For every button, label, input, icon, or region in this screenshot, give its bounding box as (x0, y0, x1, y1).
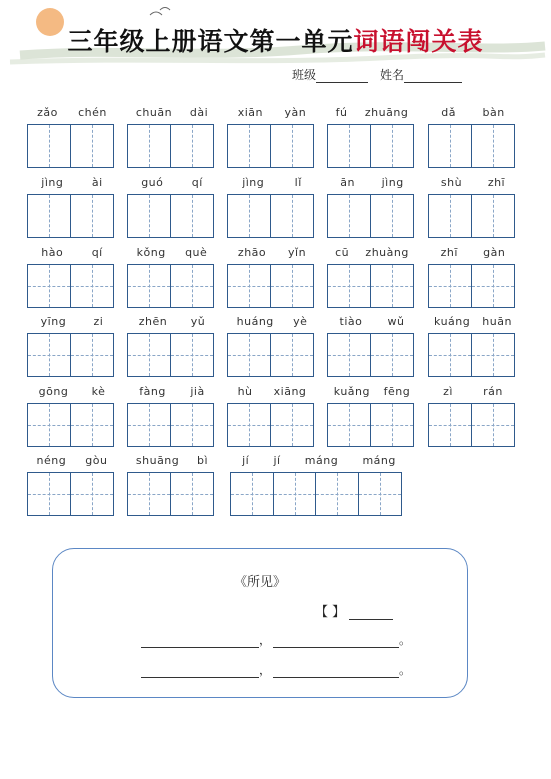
pinyin: què (185, 246, 208, 259)
pinyin: yè (293, 315, 308, 328)
pinyin: tiào (339, 315, 363, 328)
writing-cell[interactable] (273, 472, 317, 516)
writing-cell[interactable] (70, 194, 114, 238)
writing-cell[interactable] (270, 403, 314, 447)
comma: ， (259, 663, 272, 677)
pinyin: jí (242, 454, 250, 467)
writing-cell[interactable] (127, 194, 171, 238)
name-label: 姓名 (380, 68, 405, 82)
pinyin: huáng (236, 315, 274, 328)
pinyin: zhēn (138, 315, 168, 328)
period: 。 (399, 633, 412, 647)
pinyin: xiāng (273, 385, 307, 398)
pinyin: hù (237, 385, 253, 398)
writing-cell[interactable] (471, 264, 515, 308)
writing-cell[interactable] (428, 194, 472, 238)
writing-cell[interactable] (428, 333, 472, 377)
pinyin: yīng (40, 315, 67, 328)
pinyin: cū (335, 246, 350, 259)
writing-cell[interactable] (170, 264, 214, 308)
pinyin: huān (482, 315, 512, 328)
author-blank[interactable] (349, 607, 393, 620)
page-title (0, 22, 551, 58)
writing-cell[interactable] (70, 264, 114, 308)
pinyin: ān (340, 176, 356, 189)
pinyin: lǐ (294, 176, 302, 189)
poem-title: 《所见》 (233, 575, 286, 590)
writing-cell[interactable] (27, 472, 71, 516)
pinyin: ài (91, 176, 103, 189)
comma: ， (259, 633, 272, 647)
writing-cell[interactable] (27, 403, 71, 447)
pinyin: kuáng (434, 315, 471, 328)
class-blank[interactable] (316, 70, 368, 83)
pinyin: hào (41, 246, 64, 259)
poem-section (52, 548, 468, 698)
poem-line-2 (141, 661, 411, 678)
pinyin: zhāo (237, 246, 267, 259)
pinyin: yǐn (288, 246, 307, 259)
writing-cell[interactable] (327, 194, 371, 238)
writing-cell[interactable] (170, 194, 214, 238)
writing-cell[interactable] (428, 403, 472, 447)
writing-cell[interactable] (27, 124, 71, 168)
writing-cell[interactable] (70, 124, 114, 168)
title-main: 三年级上册语文第一单元 (67, 27, 354, 56)
writing-cell[interactable] (370, 124, 414, 168)
writing-cell[interactable] (370, 403, 414, 447)
writing-cell[interactable] (428, 264, 472, 308)
writing-cell[interactable] (170, 333, 214, 377)
poem-blank[interactable] (273, 665, 399, 678)
writing-cell[interactable] (70, 472, 114, 516)
dynasty-brackets[interactable]: 【 】 (315, 605, 346, 620)
writing-cell[interactable] (428, 124, 472, 168)
pinyin: gàn (483, 246, 506, 259)
writing-cell[interactable] (471, 124, 515, 168)
poem-blank[interactable] (273, 635, 399, 648)
pinyin: zǎo (37, 106, 58, 119)
pinyin: guó (141, 176, 164, 189)
pinyin: chuān (135, 106, 173, 119)
pinyin: qí (91, 246, 103, 259)
pinyin: wǔ (387, 315, 405, 328)
pinyin: dài (189, 106, 209, 119)
pinyin: gōng (38, 385, 69, 398)
pinyin: zhuāng (364, 106, 409, 119)
writing-cell[interactable] (327, 333, 371, 377)
pinyin: chén (78, 106, 107, 119)
pinyin: rán (483, 385, 503, 398)
poem-dynasty-author (315, 601, 393, 620)
pinyin: xiān (237, 106, 264, 119)
writing-cell[interactable] (27, 194, 71, 238)
pinyin: máng (304, 454, 339, 467)
pinyin: dǎ (441, 106, 456, 119)
pinyin: jìng (381, 176, 404, 189)
pinyin: zhuàng (365, 246, 409, 259)
writing-cell[interactable] (170, 403, 214, 447)
pinyin: fú (335, 106, 348, 119)
writing-cell[interactable] (370, 333, 414, 377)
writing-cell[interactable] (27, 264, 71, 308)
writing-cell[interactable] (70, 333, 114, 377)
name-blank[interactable] (404, 70, 462, 83)
pinyin: kè (91, 385, 106, 398)
pinyin: kuǎng (333, 385, 370, 398)
writing-cell[interactable] (170, 472, 214, 516)
writing-cell[interactable] (127, 472, 171, 516)
class-label: 班级 (292, 68, 317, 82)
pinyin: bì (197, 454, 209, 467)
pinyin: néng (36, 454, 67, 467)
writing-cell[interactable] (27, 333, 71, 377)
poem-line-1 (141, 631, 411, 648)
writing-cell[interactable] (127, 403, 171, 447)
writing-cell[interactable] (127, 124, 171, 168)
writing-cell[interactable] (227, 264, 271, 308)
writing-cell[interactable] (127, 264, 171, 308)
pinyin: zi (93, 315, 104, 328)
writing-cell[interactable] (370, 264, 414, 308)
poem-blank[interactable] (141, 635, 259, 648)
writing-cell[interactable] (327, 403, 371, 447)
pinyin: jìng (242, 176, 265, 189)
writing-cell[interactable] (227, 194, 271, 238)
writing-cell[interactable] (327, 264, 371, 308)
pinyin: jià (190, 385, 205, 398)
writing-cell[interactable] (227, 403, 271, 447)
student-info (292, 66, 462, 83)
pinyin: jí (273, 454, 281, 467)
pinyin: zhī (487, 176, 506, 189)
pinyin: gòu (85, 454, 108, 467)
pinyin: máng (362, 454, 396, 467)
writing-cell[interactable] (358, 472, 402, 516)
pinyin: shù (440, 176, 463, 189)
writing-cell[interactable] (270, 333, 314, 377)
pinyin: yǔ (190, 315, 206, 328)
writing-cell[interactable] (170, 124, 214, 168)
pinyin: jìng (41, 176, 64, 189)
writing-cell[interactable] (270, 124, 314, 168)
title-highlight: 词语闯关表 (353, 27, 484, 56)
writing-cell[interactable] (471, 403, 515, 447)
writing-cell[interactable] (227, 333, 271, 377)
pinyin: bàn (482, 106, 505, 119)
pinyin: fàng (139, 385, 166, 398)
pinyin: kǒng (136, 246, 166, 259)
pinyin: qí (191, 176, 203, 189)
writing-cell[interactable] (315, 472, 359, 516)
writing-cell[interactable] (70, 403, 114, 447)
writing-cell[interactable] (230, 472, 274, 516)
pinyin: shuāng (135, 454, 180, 467)
pinyin: yàn (284, 106, 307, 119)
poem-blank[interactable] (141, 665, 259, 678)
writing-cell[interactable] (127, 333, 171, 377)
writing-cell[interactable] (270, 264, 314, 308)
pinyin: zhī (440, 246, 458, 259)
pinyin: zì (443, 385, 453, 398)
writing-cell[interactable] (370, 194, 414, 238)
writing-cell[interactable] (227, 124, 271, 168)
writing-cell[interactable] (471, 333, 515, 377)
writing-cell[interactable] (270, 194, 314, 238)
writing-cell[interactable] (471, 194, 515, 238)
period: 。 (399, 663, 412, 677)
writing-cell[interactable] (327, 124, 371, 168)
pinyin: fēng (383, 385, 411, 398)
